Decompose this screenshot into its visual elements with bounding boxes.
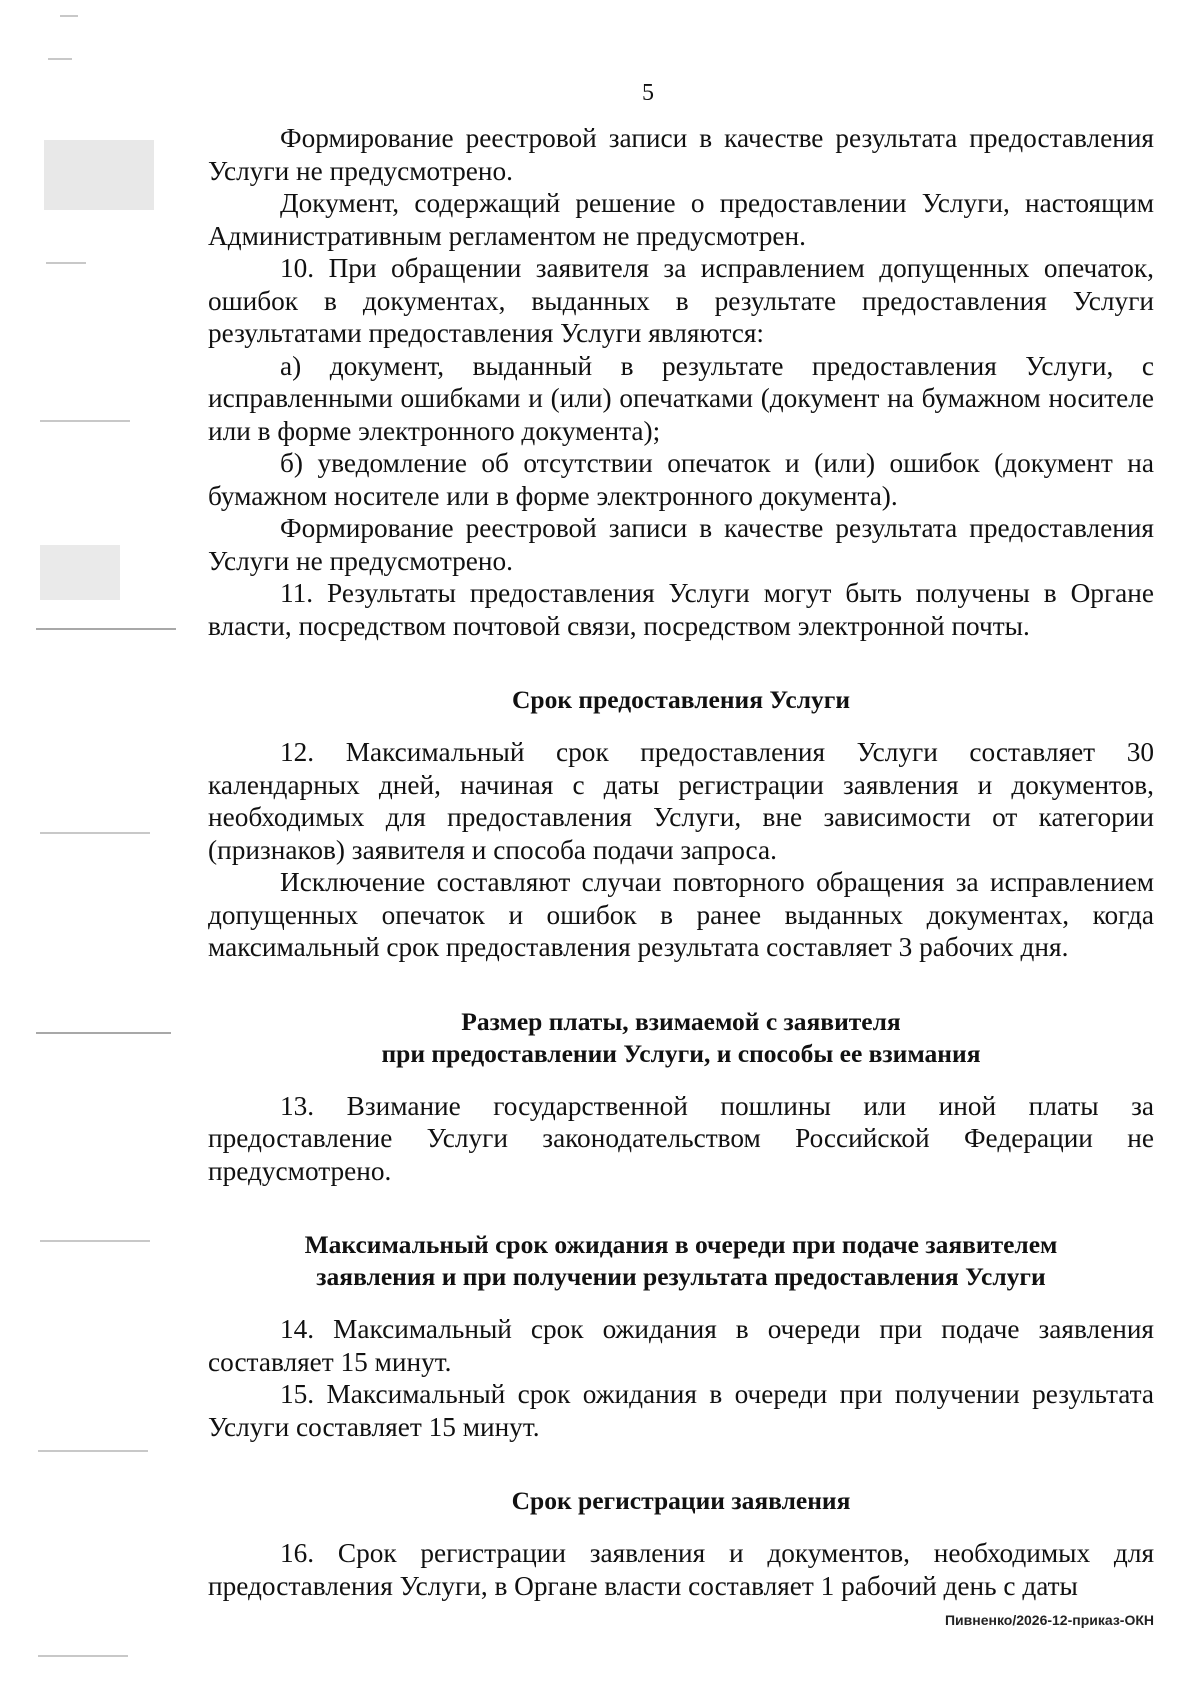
section-heading	[208, 684, 1154, 716]
section-heading	[208, 1485, 1154, 1517]
document-code: Пивненко/2026-12-приказ-ОКН	[944, 1612, 1154, 1628]
paragraph: а) документ, выданный в результате предоставления Услуги, с исправленными ошибками и (или) опечатками (документ на бумажном носителе или в форме электронного документа);	[208, 350, 1154, 446]
paragraph: Документ, содержащий решение о предоставлении Услуги, настоящим Административным регламентом не предусмотрен.	[208, 188, 1154, 251]
section-heading	[208, 1229, 1154, 1293]
paragraph: 15. Максимальный срок ожидания в очереди при получении результата Услуги составляет 15 минут.	[208, 1379, 1154, 1442]
heading-line: при предоставлении Услуги, и способы ее взимания	[381, 1038, 981, 1068]
paragraph: 14. Максимальный срок ожидания в очереди при подаче заявления составляет 15 минут.	[208, 1314, 1154, 1377]
paragraph: Формирование реестровой записи в качестве результата предоставления Услуги не предусмотрено.	[208, 123, 1154, 186]
heading-line: заявления и при получении результата предоставления Услуги	[316, 1262, 1046, 1291]
paragraph: Исключение составляют случаи повторного обращения за исправлением допущенных опечаток и ошибок в ранее выданных документах, когда максимальный срок предоставления результата составляет 3 рабочих дня.	[208, 867, 1154, 962]
document-body	[208, 122, 1154, 1602]
paragraph: 12. Максимальный срок предоставления Услуги составляет 30 календарных дней, начиная с даты регистрации заявления и документов, необходимых для предоставления Услуги, вне зависимости от категории (признаков) заявителя и способа подачи запроса.	[208, 737, 1154, 865]
paragraph: 13. Взимание государственной пошлины или иной платы за предоставление Услуги законодательством Российской Федерации не предусмотрено.	[208, 1090, 1154, 1186]
paragraph: 10. При обращении заявителя за исправлением допущенных опечаток, ошибок в документах, выданных в результате предоставления Услуги результатами предоставления Услуги являются:	[208, 253, 1154, 348]
heading-line: Размер платы, взимаемой с заявителя	[461, 1006, 901, 1036]
paragraph: Формирование реестровой записи в качестве результата предоставления Услуги не предусмотрено.	[208, 513, 1154, 576]
paragraph: 11. Результаты предоставления Услуги могут быть получены в Органе власти, посредством почтовой связи, посредством электронной почты.	[208, 578, 1154, 641]
paragraph: б) уведомление об отсутствии опечаток и (или) ошибок (документ на бумажном носителе или в форме электронного документа).	[208, 448, 1154, 511]
paragraph: 16. Срок регистрации заявления и документов, необходимых для предоставления Услуги, в Органе власти составляет 1 рабочий день с даты	[208, 1538, 1154, 1601]
page-number: 5	[642, 80, 654, 106]
heading-line: Срок предоставления Услуги	[511, 685, 851, 714]
heading-line: Максимальный срок ожидания в очереди при подаче заявителем	[304, 1230, 1058, 1259]
heading-line: Срок регистрации заявления	[511, 1486, 851, 1515]
scan-margin-artifacts	[30, 0, 180, 1689]
section-heading	[208, 1006, 1154, 1070]
